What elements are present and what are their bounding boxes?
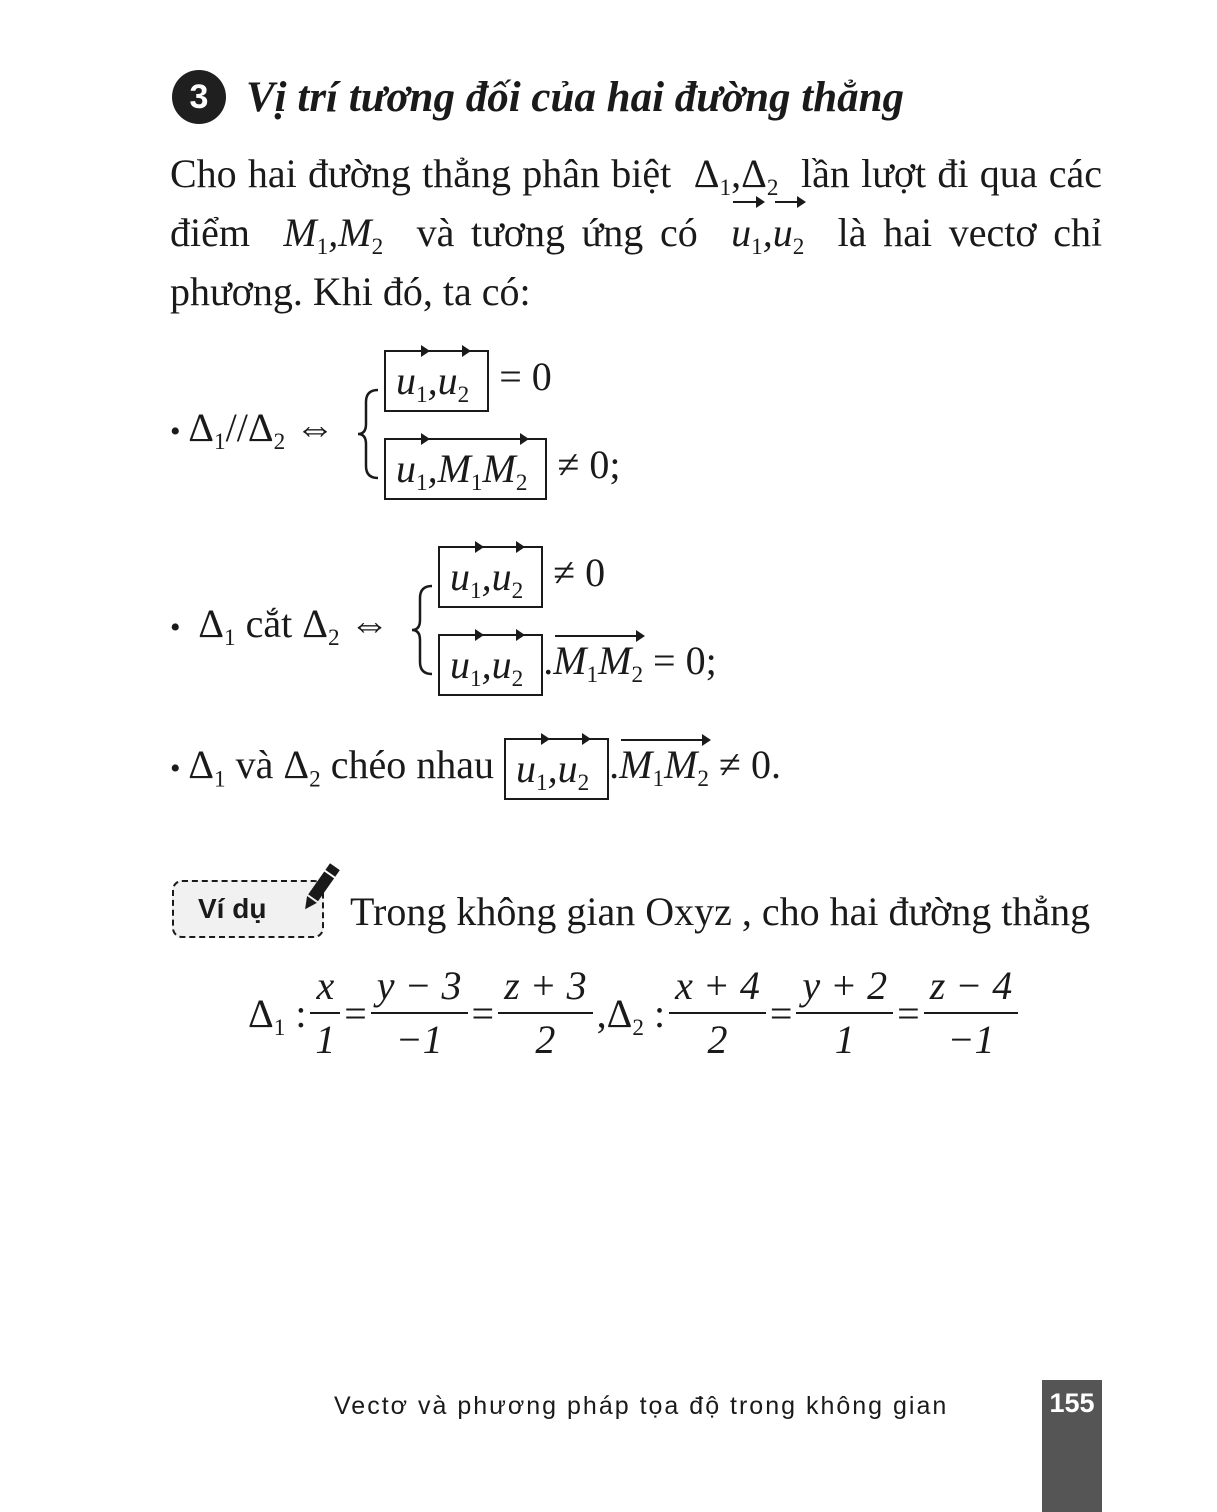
vectors-u1-u2: $u_1,u_2$ <box>714 210 821 255</box>
skew-eq-rhs: ≠ 0. <box>719 742 781 788</box>
skew-word: chéo nhau <box>330 742 494 788</box>
intro-text-1: Cho hai đường thẳng phân biệt <box>170 151 672 196</box>
delta-pair: $\Delta_1,\Delta_2$ <box>682 151 779 202</box>
brace-icon <box>410 584 436 676</box>
intersect-eq1-rhs: ≠ 0 <box>553 550 606 596</box>
parallel-eq2-rhs: ≠ 0; <box>557 442 621 488</box>
intro-paragraph <box>170 144 1102 321</box>
intersect-eq2: $u_1,u_2$ $.M_1M_2 = 0$; <box>438 634 717 696</box>
parallel-eq1-rhs: = 0 <box>499 354 552 400</box>
d1-frac1-den: 1 <box>315 1017 336 1062</box>
parallel-eq2: $u_1,M_1M_2 \ne 0$; <box>384 438 621 500</box>
d2-frac1-den: 2 <box>707 1017 728 1062</box>
footer-chapter-title: Vectơ và phương pháp tọa độ trong không gian <box>334 1392 949 1420</box>
case-parallel-label: • $\Delta_1//\Delta_2$ ⇔ <box>170 405 336 456</box>
d1-frac3-num: z + 3 <box>498 960 593 1014</box>
case-skew: • $\Delta_1$ và $\Delta_2$ chéo nhau $u_1,u_2$ $.M_1M_2 \ne 0$. <box>170 738 781 800</box>
example-text: Trong không gian Oxyz , cho hai đường thẳng <box>350 889 1091 934</box>
points-m1-m2: $M_1,M_2$ <box>266 210 384 261</box>
intersect-eq1: $u_1,u_2 \ne 0$ <box>438 546 605 608</box>
d2-frac2-den: 1 <box>834 1017 855 1062</box>
d2-frac3-den: −1 <box>947 1017 995 1062</box>
d1-frac2-num: y − 3 <box>371 960 468 1014</box>
skew-conj: và <box>235 742 274 788</box>
d1-frac1-num: x <box>310 960 340 1014</box>
intersect-eq2-rhs: = 0; <box>653 638 717 684</box>
pencil-icon <box>296 858 344 918</box>
section-title: Vị trí tương đối của hai đường thẳng <box>246 73 905 121</box>
d1-frac3-den: 2 <box>535 1017 556 1062</box>
intro-text-2: lần lượt đi qua các điểm <box>170 151 1103 255</box>
d2-frac3-num: z − 4 <box>924 960 1019 1014</box>
intro-text-3: và tương ứng có <box>416 210 698 255</box>
intersect-word: cắt <box>245 601 293 646</box>
d2-frac2-num: y + 2 <box>796 960 893 1014</box>
section-heading <box>172 68 904 126</box>
brace-icon <box>356 388 382 480</box>
case-intersect-label: • $\Delta_1$ cắt $\Delta_2$ ⇔ <box>170 601 390 652</box>
page-number: 155 <box>1049 1388 1095 1418</box>
line-equations: $\Delta_1$ : $\frac{x}{1}$ = $\frac{y - 3}{-1}$ = $\frac{z + 3}{2}$ $,\Delta_2$ : $\frac{x + 4}{2}$ = $\frac{y + 2}{1}$ = $\frac{z - 4}{-1}$ <box>248 960 1022 1066</box>
parallel-eq1: $u_1,u_2 = 0$ <box>384 350 552 412</box>
section-number: 3 <box>172 70 226 124</box>
d2-frac1-num: x + 4 <box>669 960 766 1014</box>
example-badge-label: Ví dụ <box>198 893 267 924</box>
intro-text-4: là hai vectơ chỉ phương. Khi đó, ta có: <box>170 210 1103 314</box>
d1-frac2-den: −1 <box>395 1017 443 1062</box>
